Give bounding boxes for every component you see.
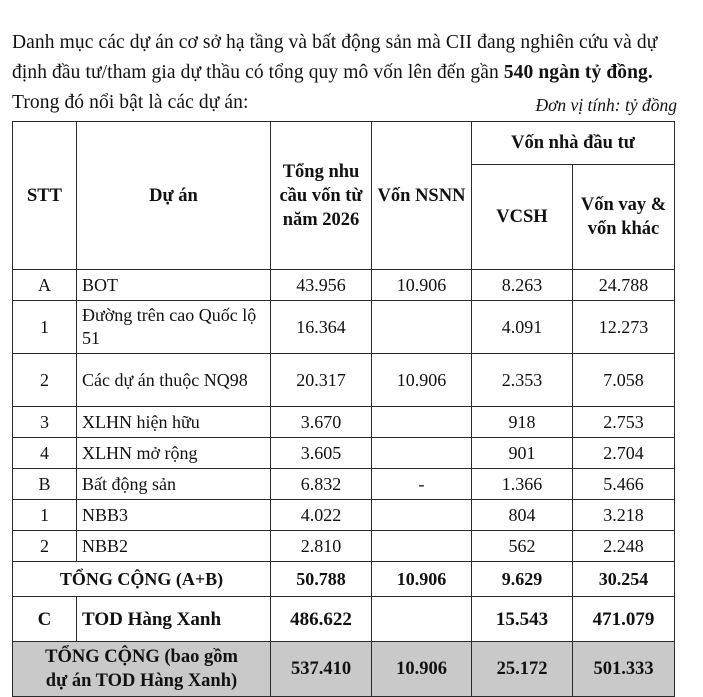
cell-project: Các dự án thuộc NQ98 xyxy=(77,354,271,407)
table-row xyxy=(13,407,675,438)
total-ab-vcsh: 9.629 xyxy=(472,562,573,597)
cell-project: NBB3 xyxy=(77,500,271,531)
unit-note: Đơn vị tính: tỷ đồng xyxy=(535,95,677,115)
cell-project: NBB2 xyxy=(77,531,271,562)
cell-vcsh: 2.353 xyxy=(472,354,573,407)
cell-vcsh: 901 xyxy=(472,438,573,469)
table-row xyxy=(13,500,675,531)
cell-stt: 1 xyxy=(13,301,77,354)
cell-project: TOD Hàng Xanh xyxy=(77,597,271,642)
cell-stt: 2 xyxy=(13,354,77,407)
cell-project: BOT xyxy=(77,270,271,301)
grand-total-loan: 501.333 xyxy=(573,642,675,697)
table-header xyxy=(13,122,675,270)
intro-text-part1: Danh mục các dự án cơ sở hạ tầng và bất động sản mà CII đang nghiên cứu và dự định đầu tư/tham gia dự thầu có tổng quy mô vốn lên đến gần xyxy=(12,31,658,83)
grand-total-row xyxy=(13,642,675,697)
cell-total: 43.956 xyxy=(271,270,372,301)
cell-stt: 2 xyxy=(13,531,77,562)
header-investor-group: Vốn nhà đầu tư xyxy=(472,122,675,165)
cell-stt: C xyxy=(13,597,77,642)
header-project: Dự án xyxy=(77,122,271,270)
cell-vcsh: 1.366 xyxy=(472,469,573,500)
cell-total: 3.670 xyxy=(271,407,372,438)
total-ab-total: 50.788 xyxy=(271,562,372,597)
cell-nsnn: - xyxy=(372,469,472,500)
cell-vcsh: 15.543 xyxy=(472,597,573,642)
cell-total: 486.622 xyxy=(271,597,372,642)
cell-loan: 24.788 xyxy=(573,270,675,301)
total-ab-nsnn: 10.906 xyxy=(372,562,472,597)
grand-total-total: 537.410 xyxy=(271,642,372,697)
cell-loan: 7.058 xyxy=(573,354,675,407)
cell-nsnn xyxy=(372,407,472,438)
cell-vcsh: 804 xyxy=(472,500,573,531)
header-stt: STT xyxy=(13,122,77,270)
cell-loan: 2.753 xyxy=(573,407,675,438)
cell-loan: 471.079 xyxy=(573,597,675,642)
capital-plan-table-wrapper xyxy=(12,121,674,697)
cell-nsnn xyxy=(372,597,472,642)
cell-nsnn: 10.906 xyxy=(372,354,472,407)
table-row-c xyxy=(13,597,675,642)
table-body xyxy=(13,270,675,697)
total-ab-loan: 30.254 xyxy=(573,562,675,597)
cell-total: 4.022 xyxy=(271,500,372,531)
cell-stt: A xyxy=(13,270,77,301)
cell-loan: 2.248 xyxy=(573,531,675,562)
cell-nsnn: 10.906 xyxy=(372,270,472,301)
cell-nsnn xyxy=(372,438,472,469)
cell-loan: 12.273 xyxy=(573,301,675,354)
cell-nsnn xyxy=(372,531,472,562)
cell-project: XLHN hiện hữu xyxy=(77,407,271,438)
header-vcsh: VCSH xyxy=(472,165,573,270)
grand-total-nsnn: 10.906 xyxy=(372,642,472,697)
cell-total: 3.605 xyxy=(271,438,372,469)
table-row xyxy=(13,531,675,562)
cell-total: 20.317 xyxy=(271,354,372,407)
grand-total-vcsh: 25.172 xyxy=(472,642,573,697)
cell-stt: 3 xyxy=(13,407,77,438)
total-ab-label: TỔNG CỘNG (A+B) xyxy=(13,562,271,597)
cell-stt: 1 xyxy=(13,500,77,531)
table-row xyxy=(13,270,675,301)
cell-total: 6.832 xyxy=(271,469,372,500)
header-row-top xyxy=(13,122,675,165)
cell-vcsh: 4.091 xyxy=(472,301,573,354)
grand-total-label xyxy=(13,642,271,697)
table-row xyxy=(13,301,675,354)
grand-total-label-line1: TỔNG CỘNG (bao gồm xyxy=(45,647,238,667)
cell-nsnn xyxy=(372,500,472,531)
capital-plan-table xyxy=(12,121,675,697)
cell-vcsh: 562 xyxy=(472,531,573,562)
table-row xyxy=(13,438,675,469)
cell-vcsh: 8.263 xyxy=(472,270,573,301)
table-row xyxy=(13,469,675,500)
grand-total-label-line2: dự án TOD Hàng Xanh) xyxy=(45,671,238,691)
cell-loan: 5.466 xyxy=(573,469,675,500)
cell-loan: 2.704 xyxy=(573,438,675,469)
cell-stt: B xyxy=(13,469,77,500)
intro-text-part2: Trong đó nổi bật là các dự án: xyxy=(12,91,249,113)
cell-project: Bất động sản xyxy=(77,469,271,500)
cell-project: Đường trên cao Quốc lộ 51 xyxy=(77,301,271,354)
cell-total: 2.810 xyxy=(271,531,372,562)
header-loan-other: Vốn vay & vốn khác xyxy=(573,165,675,270)
cell-nsnn xyxy=(372,301,472,354)
total-ab-row xyxy=(13,562,675,597)
header-total-demand: Tổng nhu cầu vốn từ năm 2026 xyxy=(271,122,372,270)
cell-total: 16.364 xyxy=(271,301,372,354)
cell-vcsh: 918 xyxy=(472,407,573,438)
cell-loan: 3.218 xyxy=(573,500,675,531)
table-row xyxy=(13,354,675,407)
header-nsnn: Vốn NSNN xyxy=(372,122,472,270)
intro-highlight: 540 ngàn tỷ đồng. xyxy=(503,61,653,83)
cell-project: XLHN mở rộng xyxy=(77,438,271,469)
cell-stt: 4 xyxy=(13,438,77,469)
